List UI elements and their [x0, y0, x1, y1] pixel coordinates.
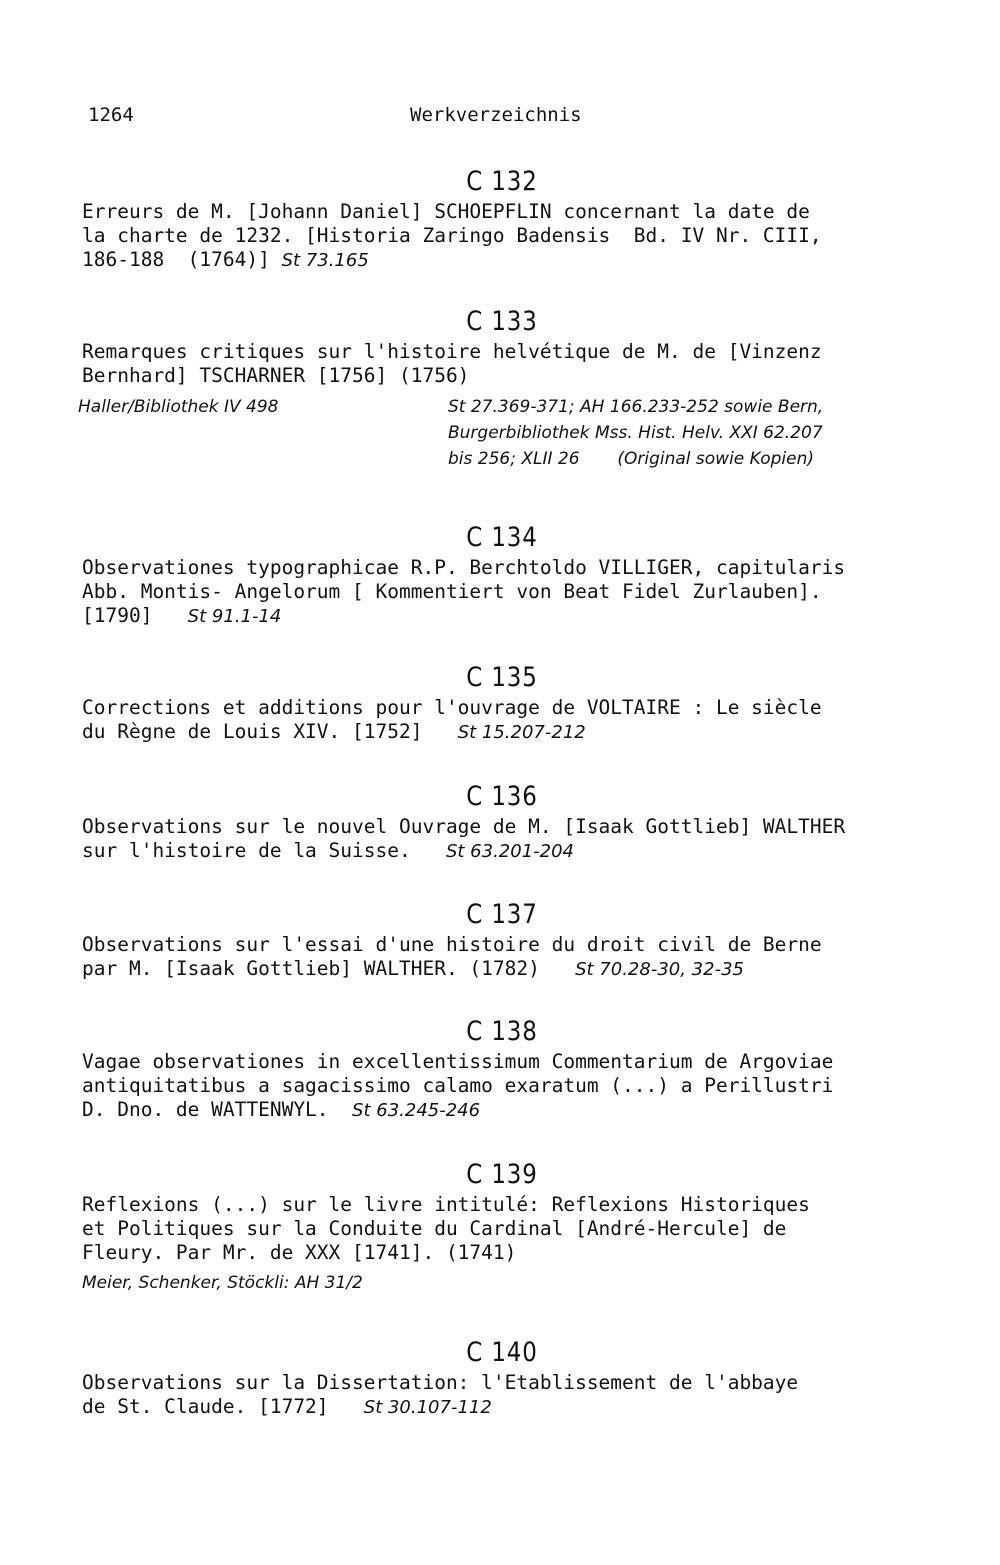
- entry-id: C 140: [466, 1337, 538, 1368]
- entry-notes: [78, 394, 962, 474]
- entry-id: C 138: [466, 1016, 538, 1047]
- source-reference: St 70.28-30, 32-35: [575, 959, 744, 980]
- page-header: [88, 104, 928, 128]
- entry-id: C 137: [466, 899, 538, 930]
- entry-text: Observationes typographicae R.P. Berchtoldo VILLIGER, capitularis Abb. Montis- Angelorum [ Kommentiert von Beat Fidel Zurlauben]. [1790] St 91.1-14: [82, 556, 846, 627]
- catalog-entry: [82, 779, 962, 864]
- entry-text: Erreurs de M. [Johann Daniel] SCHOEPFLIN concernant la date de la charte de 1232. [Historia Zaringo Badensis Bd. IV Nr. CIII, 186-188 (1764)] St 73.165: [82, 200, 822, 271]
- entry-text: Remarques critiques sur l'histoire helvétique de M. de [Vinzenz Bernhard] TSCHARNER [1756] (1756): [82, 340, 822, 387]
- entry-text: Observations sur l'essai d'une histoire du droit civil de Berne par M. [Isaak Gottlieb] WALTHER. (1782) St 70.28-30, 32-35: [82, 933, 822, 980]
- entry-id: C 132: [466, 166, 538, 197]
- entry-text: Observations sur la Dissertation: l'Etablissement de l'abbaye de St. Claude. [1772] St 30.107-112: [82, 1371, 799, 1418]
- catalog-entry: [82, 1335, 962, 1420]
- catalog-entry: [82, 897, 962, 982]
- catalog-entry: [82, 520, 962, 629]
- entry-id: C 136: [466, 781, 538, 812]
- catalog-entry: [82, 1157, 962, 1293]
- catalog-entry: [82, 1014, 962, 1123]
- source-reference: St 63.201-204: [445, 841, 574, 862]
- entry-text: Vagae observationes in excellentissimum Commentarium de Argoviae antiquitatibus a sagacissimo calamo exaratum (...) a Perillustri D. Dno. de WATTENWYL. St 63.245-246: [82, 1050, 834, 1121]
- catalog-entry: [82, 164, 962, 273]
- source-reference: St 27.369-371; AH 166.233-252 sowie Bern, Burgerbibliothek Mss. Hist. Helv. XXI 62.207 bis 256; XLII 26 (Original sowie Kopien): [448, 397, 824, 469]
- bibliography-note: Haller/Bibliothek IV 498: [78, 397, 279, 417]
- source-reference: St 30.107-112: [363, 1397, 492, 1418]
- catalog-entry: [78, 304, 962, 474]
- source-reference: St 15.207-212: [457, 722, 586, 743]
- page-number: 1264: [88, 104, 134, 126]
- entry-id: C 133: [466, 306, 538, 337]
- source-reference: St 73.165: [281, 250, 369, 271]
- running-title: Werkverzeichnis: [410, 104, 582, 126]
- entry-id: C 135: [466, 662, 538, 693]
- entry-id: C 134: [466, 522, 538, 553]
- entry-id: C 139: [466, 1159, 538, 1190]
- source-reference: St 63.245-246: [352, 1100, 481, 1121]
- catalog-entry: [82, 660, 962, 745]
- bibliography-note: Meier, Schenker, Stöckli: AH 31/2: [82, 1273, 363, 1293]
- entry-text: Corrections et additions pour l'ouvrage de VOLTAIRE : Le siècle du Règne de Louis XIV. [1752] St 15.207-212: [82, 696, 822, 743]
- entry-text: Reflexions (...) sur le livre intitulé: Reflexions Historiques et Politiques sur la Conduite du Cardinal [André-Hercule] de Fleury. Par Mr. de XXX [1741]. (1741): [82, 1193, 810, 1264]
- entry-text: Observations sur le nouvel Ouvrage de M. [Isaak Gottlieb] WALTHER sur l'histoire de la Suisse. St 63.201-204: [82, 815, 846, 862]
- source-reference: St 91.1-14: [187, 606, 282, 627]
